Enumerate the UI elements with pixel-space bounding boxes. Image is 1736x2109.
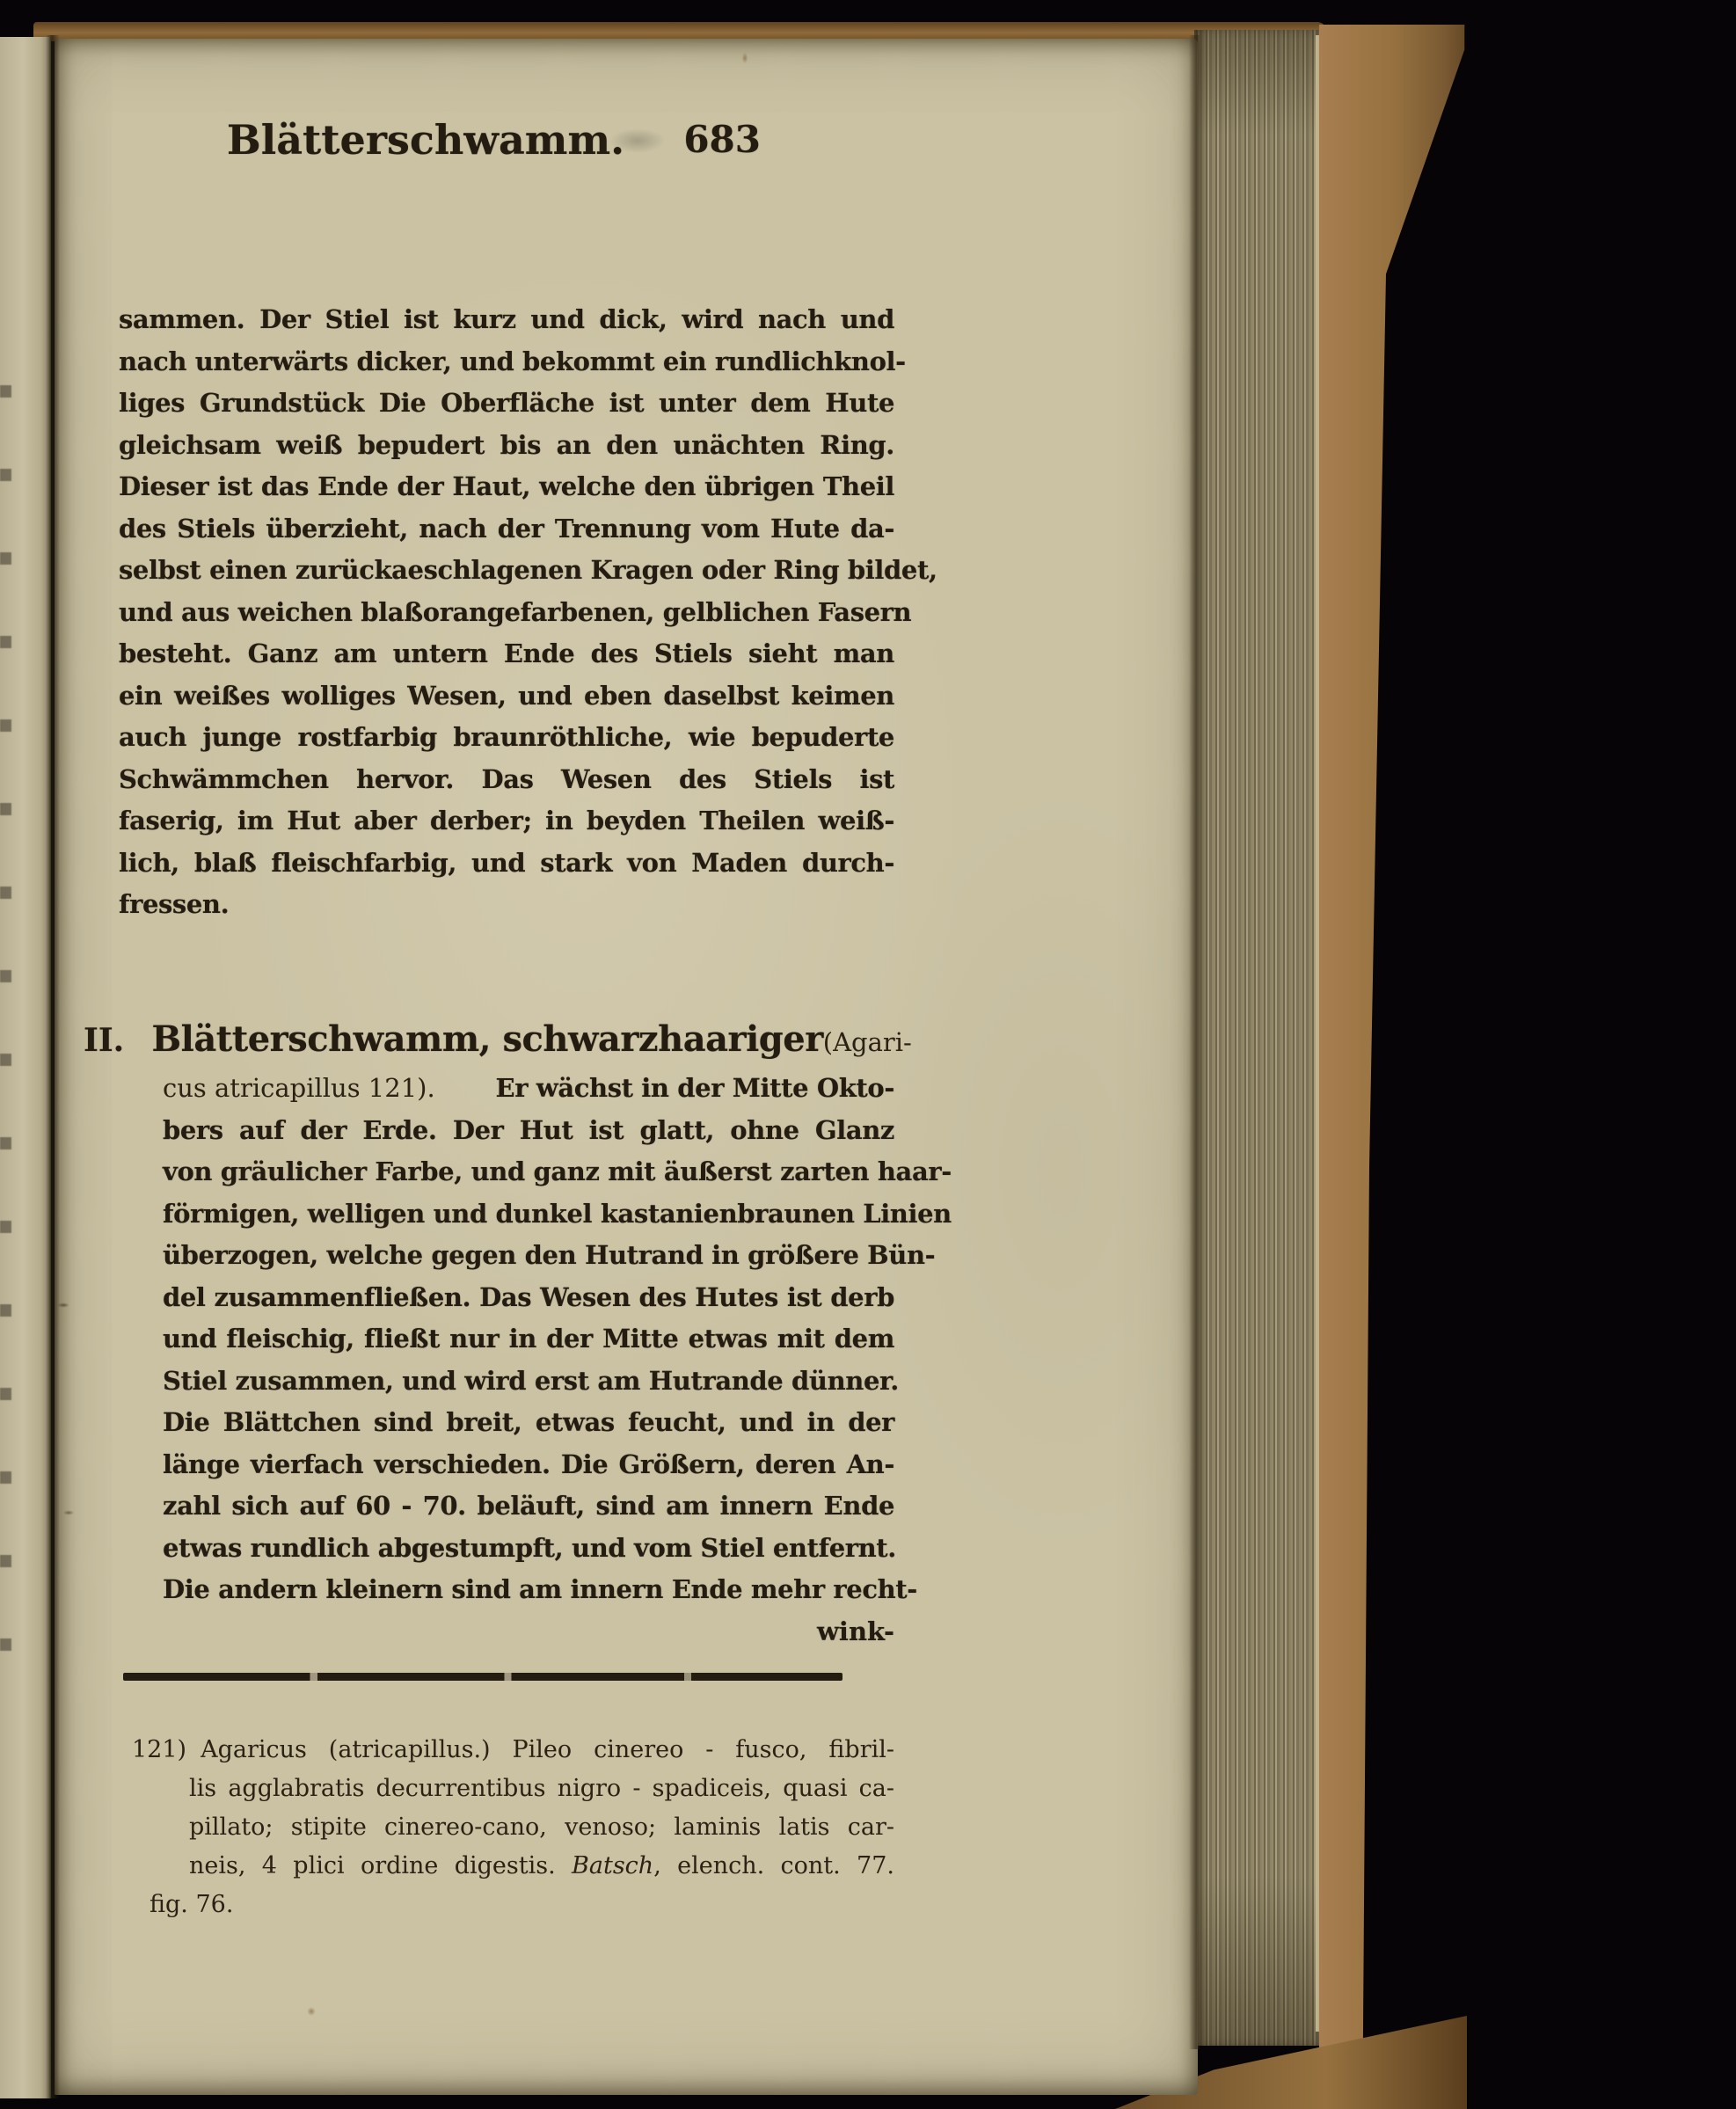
gutter-shadow (46, 35, 60, 2098)
entry-ii (84, 1018, 952, 1653)
facing-page-edge (0, 37, 51, 2098)
text-line: ein weißes wolliges Wesen, und eben daselbst keimen (119, 680, 894, 711)
text-line: Die Blättchen sind breit, etwas feucht, und in der (163, 1407, 894, 1437)
footnote-text: neis, 4 plici ordine digestis. (189, 1852, 573, 1879)
footnote-text: , elench. cont. 77. (653, 1852, 894, 1879)
paragraph-continuation (119, 299, 937, 926)
footnote-number: 121) (132, 1736, 187, 1763)
entry-heading-german: Blätterschwamm, schwarzhaariger (151, 1018, 823, 1060)
text-line: lich, blaß fleischfarbig, und stark von Maden durch- (119, 847, 894, 878)
text-line: von gräulicher Farbe, und ganz mit äußerst zarten haar- (163, 1157, 952, 1186)
text-line: auch junge rostfarbig braunröthliche, wie bepuderte (119, 722, 894, 752)
page-header (119, 116, 894, 172)
page-number: 683 (683, 118, 761, 161)
footnote-line (189, 1847, 894, 1886)
entry-heading-left (84, 1018, 823, 1060)
text-line: liges Grundstück Die Oberfläche ist unter dem Hute (119, 388, 894, 418)
text-line: Schwämmchen hervor. Das Wesen des Stiels ist (119, 763, 894, 794)
text-line: bers auf der Erde. Der Hut ist glatt, ohne Glanz (163, 1114, 894, 1145)
text-line: zahl sich auf 60 - 70. beläuft, sind am innern Ende (163, 1491, 894, 1521)
text-line: etwas rundlich abgestumpft, und vom Stiel entfernt. (163, 1532, 896, 1563)
footnote-line (132, 1731, 894, 1770)
text-line: gleichsam weiß bepudert bis an den unächten Ring. (119, 429, 894, 460)
text-line: und aus weichen blaßorangefarbenen, gelblichen Fasern (119, 596, 912, 627)
text-line: faserig, im Hut aber derber; in beyden Theilen weiß- (119, 806, 894, 836)
page-content (84, 39, 952, 2095)
text-line: fressen. (119, 889, 230, 919)
facing-page-text-fragments (0, 327, 11, 1699)
entry-ii-heading (84, 1018, 912, 1068)
text-line: förmigen, welligen und dunkel kastanienbraunen Linien (163, 1198, 952, 1229)
text-line: Die andern kleinern sind am innern Ende mehr recht- (163, 1574, 917, 1604)
text-segment: Er wächst in der Mitte Okto- (495, 1073, 894, 1103)
latin-species-name: cus atricapillus 121). (163, 1073, 435, 1103)
footnote (132, 1731, 894, 1924)
catchword: wink- (816, 1616, 894, 1646)
footnote-line: lis agglabratis decurrentibus nigro - spadiceis, quasi ca- (189, 1775, 894, 1802)
text-line: sammen. Der Stiel ist kurz und dick, wird nach und (119, 304, 894, 334)
text-line: überzogen, welche gegen den Hutrand in größere Bün- (163, 1240, 936, 1270)
running-title: Blätterschwamm. (226, 116, 625, 164)
entry-number: II. (84, 1022, 125, 1059)
text-line: del zusammenfließen. Das Wesen des Hutes ist derb (163, 1281, 894, 1312)
book-cover-edge (1319, 25, 1486, 2102)
footnote-rule (123, 1673, 842, 1681)
text-line: Stiel zusammen, und wird erst am Hutrande dünner. (163, 1365, 899, 1396)
book-page (55, 39, 1198, 2095)
footnote-text: Agaricus (atricapillus.) Pileo cinereo - fusco, fibril- (201, 1736, 894, 1763)
text-line-mixed (119, 1068, 894, 1110)
text-line: Dieser ist das Ende der Haut, welche den übrigen Theil (119, 471, 894, 501)
entry-heading-latin: (Agari- (822, 1027, 912, 1057)
text-line: besteht. Ganz am untern Ende des Stiels sieht man (119, 639, 894, 668)
text-line: nach unterwärts dicker, und bekommt ein rundlichknol- (119, 346, 906, 376)
footnote-author: Batsch (572, 1852, 654, 1879)
page-fore-edge-seam (1189, 35, 1200, 2049)
text-line: länge vierfach verschieden. Die Größern, deren An- (163, 1449, 894, 1479)
text-line: und fleischig, fließt nur in der Mitte etwas mit dem (163, 1324, 894, 1354)
text-line: selbst einen zurückaeschlagenen Kragen oder Ring bildet, (119, 555, 937, 585)
footnote-line: fig. 76. (150, 1891, 234, 1918)
text-line: des Stiels überzieht, nach der Trennung vom Hute da- (119, 513, 894, 544)
footnote-line: pillato; stipite cinereo-cano, venoso; laminis latis car- (189, 1813, 894, 1841)
fore-edge-pages (1194, 30, 1324, 2046)
